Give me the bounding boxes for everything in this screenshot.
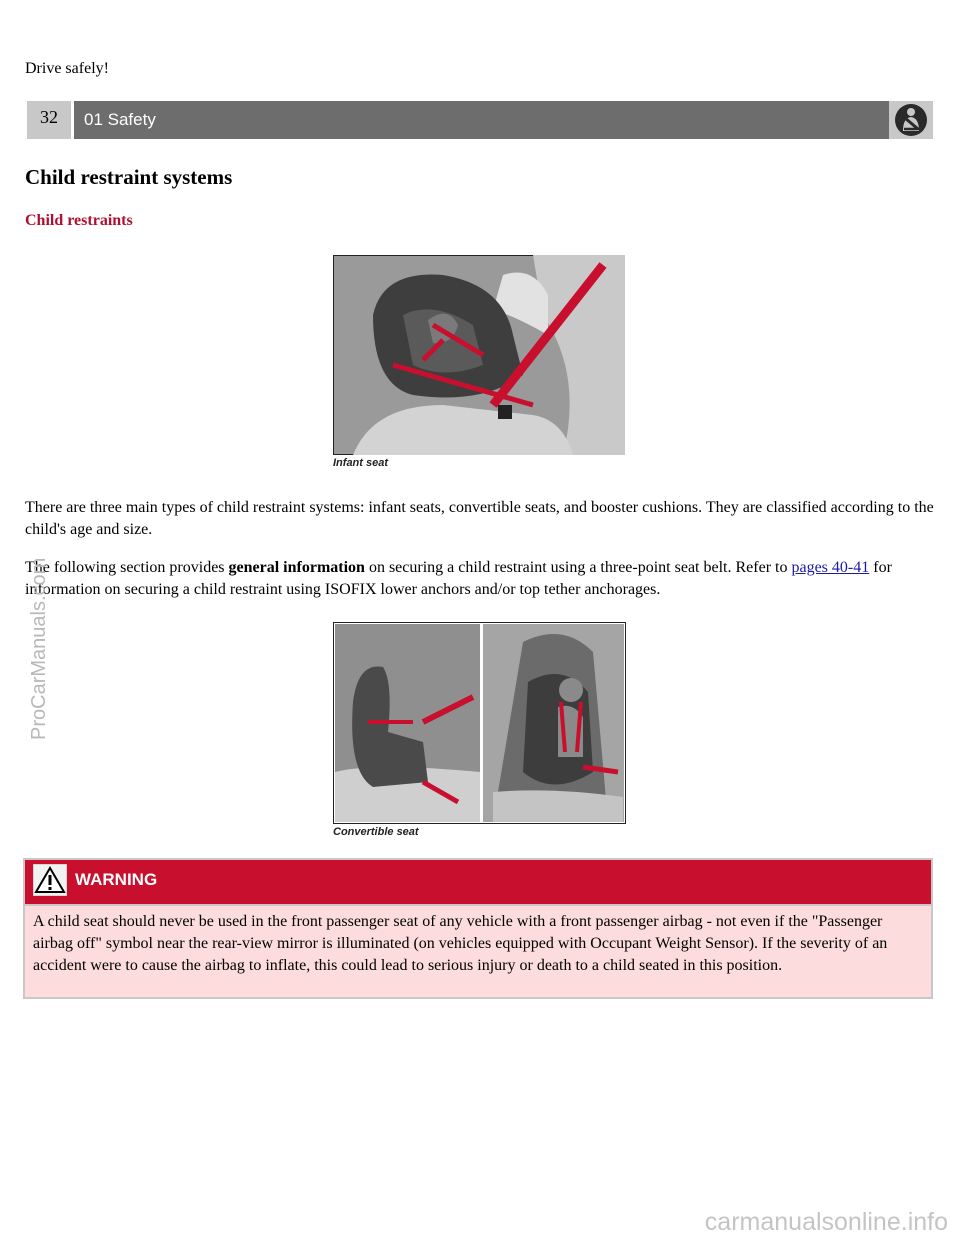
bottom-watermark: carmanualsonline.info — [704, 1208, 948, 1236]
section-subtitle: Child restraints — [25, 212, 133, 229]
warning-box — [23, 858, 933, 999]
infant-seat-figure — [333, 255, 625, 469]
page-title: Child restraint systems — [25, 165, 233, 189]
infant-seat-illustration — [333, 255, 625, 455]
figure-caption: Infant seat — [333, 457, 389, 469]
convertible-seat-figure — [333, 622, 626, 838]
convertible-seat-illustration — [333, 622, 626, 824]
warning-header — [25, 860, 931, 906]
info-text-end: for information on securing a child restraint using ISOFIX lower anchors and/or top tether anchorages. — [25, 559, 892, 598]
side-watermark: ProCarManuals.com — [28, 557, 50, 740]
warning-title: WARNING — [75, 870, 158, 889]
info-paragraph — [25, 557, 940, 601]
page-number: 32 — [27, 101, 71, 139]
info-text-start: The following section provides — [25, 559, 229, 576]
page-tagline: Drive safely! — [25, 60, 109, 77]
figure-caption: Convertible seat — [333, 826, 419, 838]
warning-text: A child seat should never be used in the front passenger seat of any vehicle with a front passenger airbag - not even if the "Passenger airbag off" symbol near the rear-view mirror is illuminated (on vehicles equipped with Occupant Weight Sensor). If the severity of an accident were to cause the airbag to inflate, this could lead to serious injury or death to a child seated in this position. — [33, 913, 888, 974]
warning-triangle-icon — [33, 864, 67, 901]
pages-link[interactable]: pages 40-41 — [791, 559, 870, 576]
section-header — [27, 101, 933, 139]
info-bold-text: general information — [228, 559, 365, 576]
intro-paragraph: There are three main types of child restraint systems: infant seats, convertible seats, and booster cushions. They are classified according to the child's age and size. — [25, 499, 934, 538]
section-title: 01 Safety — [71, 101, 889, 139]
seatbelt-icon — [889, 101, 933, 139]
info-text-middle: on securing a child restraint using a three-point seat belt. Refer to — [364, 559, 792, 576]
